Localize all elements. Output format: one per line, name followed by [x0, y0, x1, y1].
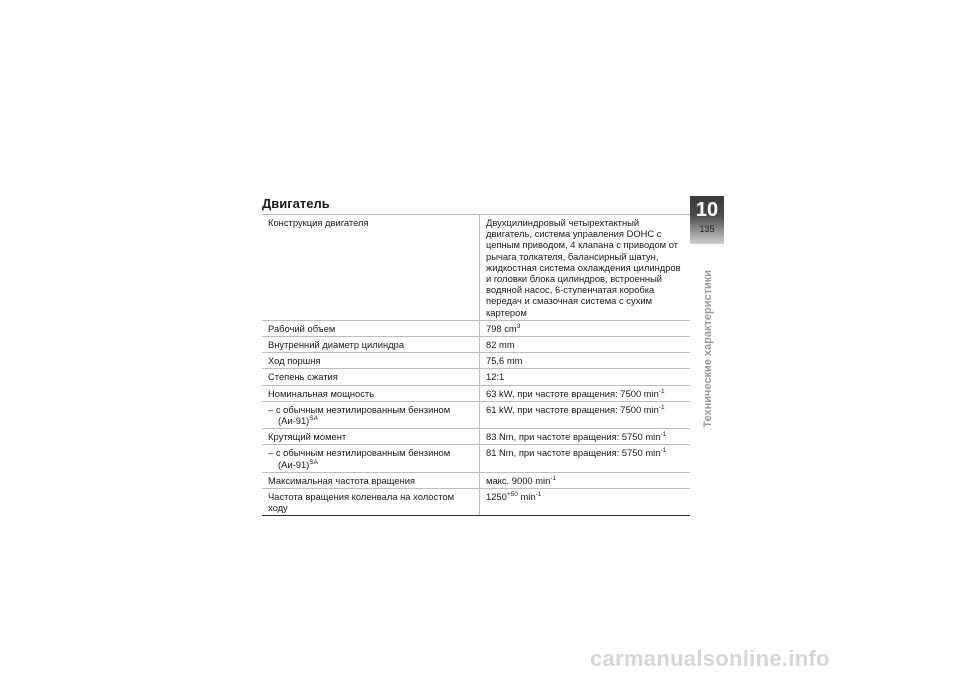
table-row: [262, 385, 690, 401]
spec-label: [262, 401, 480, 428]
spec-value: [480, 472, 691, 488]
spec-value: [480, 489, 691, 516]
watermark: carmanualsonline.info: [590, 646, 830, 671]
spec-label: Максимальная частота вращения: [262, 472, 480, 488]
spec-tolerance: +50: [506, 491, 518, 499]
engine-spec-table: [262, 214, 690, 516]
spec-label: Крутящий момент: [262, 429, 480, 445]
chapter-side-label: [698, 270, 718, 428]
spec-unit-exponent: -1: [658, 403, 665, 411]
spec-label: Внутренний диаметр цилиндра: [262, 337, 480, 353]
table-row: [262, 369, 690, 385]
spec-value: Двухцилиндровый четырехтактный двигатель, система управления DOHC с цепным приводом, 4 клапана с приводом от рычага толкателя, балансирный шатун, жидкостная система охлаждения цилиндров и головки блока цилиндров, встроенный водяной насос, 6-ступенчатая коробка передач и смазочная система с сухим картером: [480, 215, 691, 321]
spec-label: [262, 445, 480, 472]
spec-value: [480, 385, 691, 401]
spec-value-text: 81 Nm, при частоте вращения: 5750 min: [486, 447, 661, 459]
table-row: [262, 489, 690, 516]
section-title: Двигатель: [262, 196, 330, 211]
spec-unit-exponent: 3: [516, 322, 521, 330]
spec-value: [480, 401, 691, 428]
spec-unit-exponent: -1: [660, 431, 667, 439]
spec-sublabel-text: – с обычным неэтилированным бензином (Аи-91): [268, 403, 451, 427]
spec-value-text: 61 kW, при частоте вращения: 7500 min: [486, 403, 659, 415]
table-row: [262, 401, 690, 428]
chapter-tab: [690, 196, 724, 244]
spec-unit-exponent: -1: [658, 387, 665, 395]
spec-value-text: 63 kW, при частоте вращения: 7500 min: [486, 387, 659, 399]
chapter-title: Технические характеристики: [702, 270, 714, 428]
spec-value: [480, 320, 691, 336]
spec-value: 12:1: [480, 369, 691, 385]
page-number: 135: [699, 224, 715, 234]
spec-unit-exponent: -1: [550, 474, 557, 482]
table-row: [262, 472, 690, 488]
table-row: [262, 320, 690, 336]
chapter-number: 10: [695, 199, 719, 221]
spec-value: [480, 429, 691, 445]
spec-value-text: макс. 9000 min: [486, 474, 551, 486]
spec-label: Степень сжатия: [262, 369, 480, 385]
table-row: [262, 429, 690, 445]
spec-label: Рабочий объем: [262, 320, 480, 336]
spec-label: Конструкция двигателя: [262, 215, 480, 321]
spec-value-text: 798 cm: [486, 322, 517, 334]
spec-value: 75,6 mm: [480, 353, 691, 369]
spec-unit-text: min: [517, 491, 536, 503]
spec-unit-exponent: -1: [535, 491, 542, 499]
special-equipment-mark: SA: [309, 415, 318, 423]
spec-sublabel-text: – с обычным неэтилированным бензином (Аи-91): [268, 447, 451, 470]
special-equipment-mark: SA: [309, 458, 318, 466]
spec-unit-exponent: -1: [660, 447, 667, 455]
spec-value: [480, 445, 691, 472]
spec-label: Ход поршня: [262, 353, 480, 369]
spec-value-text: 83 Nm, при частоте вращения: 5750 min: [486, 431, 661, 443]
spec-label: Номинальная мощность: [262, 385, 480, 401]
table-row: [262, 337, 690, 353]
spec-label: Частота вращения коленвала на холостом ходу: [262, 489, 480, 516]
spec-value-text: 1250: [486, 491, 507, 503]
table-row: [262, 353, 690, 369]
spec-value: 82 mm: [480, 337, 691, 353]
table-row: [262, 445, 690, 472]
table-row: [262, 215, 690, 321]
